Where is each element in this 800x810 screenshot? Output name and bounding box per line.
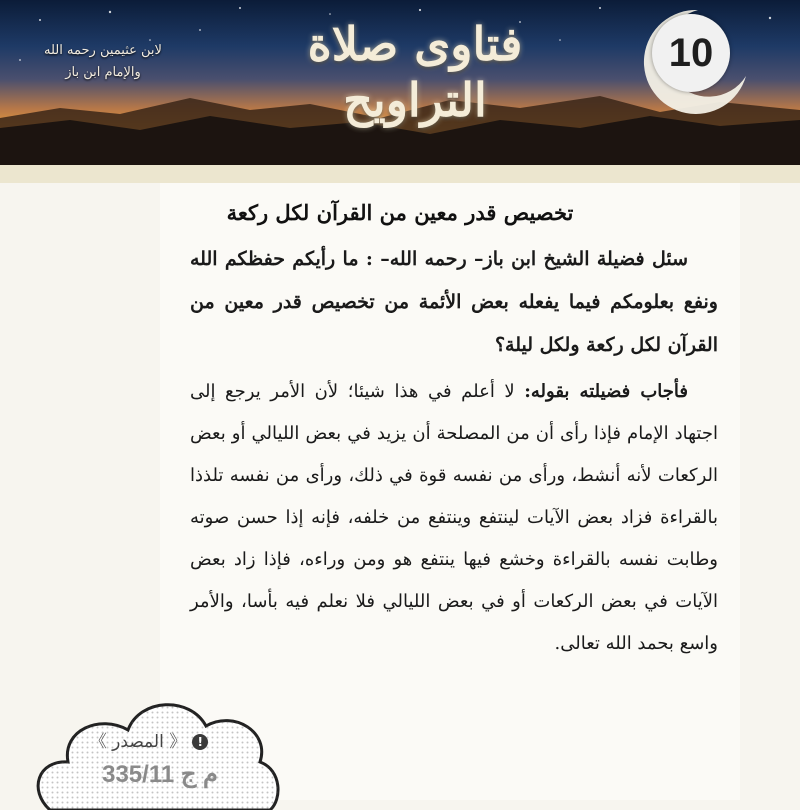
- fatwa-question: سئل فضيلة الشيخ ابن باز– رحمه الله– : ما رأيكم حفظكم الله ونفع بعلومكم فيما يفعله بعض الأئمة من تخصيص قدر معين من القرآن لكل ركعة ولكل ليلة؟: [190, 248, 718, 356]
- fatwa-text: [190, 238, 718, 665]
- header-divider-band: [0, 165, 800, 183]
- subtitle-line-2: والإمام ابن باز: [65, 65, 141, 80]
- fatwa-answer: [190, 371, 718, 665]
- source-label-text: 《 المصدر 》: [89, 732, 187, 752]
- subtitle-line-1: لابن عثيمين رحمه الله: [44, 43, 162, 58]
- episode-number-badge: 10: [652, 14, 730, 92]
- info-icon: !: [192, 734, 208, 750]
- header-banner: [0, 0, 800, 165]
- answer-body: لا أعلم في هذا شيئا؛ لأن الأمر يرجع إلى اجتهاد الإمام فإذا رأى أن من المصلحة أن يزيد في بعض الليالي أو بعض الركعات لأنه أنشط، ورأى من نفسه قوة في ذلك، ورأى من نفسه تلذذا بالقراءة فزاد بعض الآيات لينتفع وينتفع من خلفه، فإنه إذا حسن صوته وطابت نفسه بالقراءة وخشع فيها ينتفع هو ومن وراءه، فإذا زاد بعض الآيات في بعض الركعات أو في بعض الليالي فلا نعلم فيه بأسا، والأمر واسع بحمد الله تعالى.: [190, 381, 718, 654]
- answer-lead: فأجاب فضيلته بقوله:: [524, 381, 688, 402]
- source-label: [64, 727, 234, 752]
- header-title: فتاوى صلاة التراويح: [307, 17, 523, 127]
- fatwa-title: تخصيص قدر معين من القرآن لكل ركعة: [226, 200, 574, 225]
- header-subtitle: [28, 40, 178, 84]
- source-reference: م ج 335/11: [102, 761, 218, 788]
